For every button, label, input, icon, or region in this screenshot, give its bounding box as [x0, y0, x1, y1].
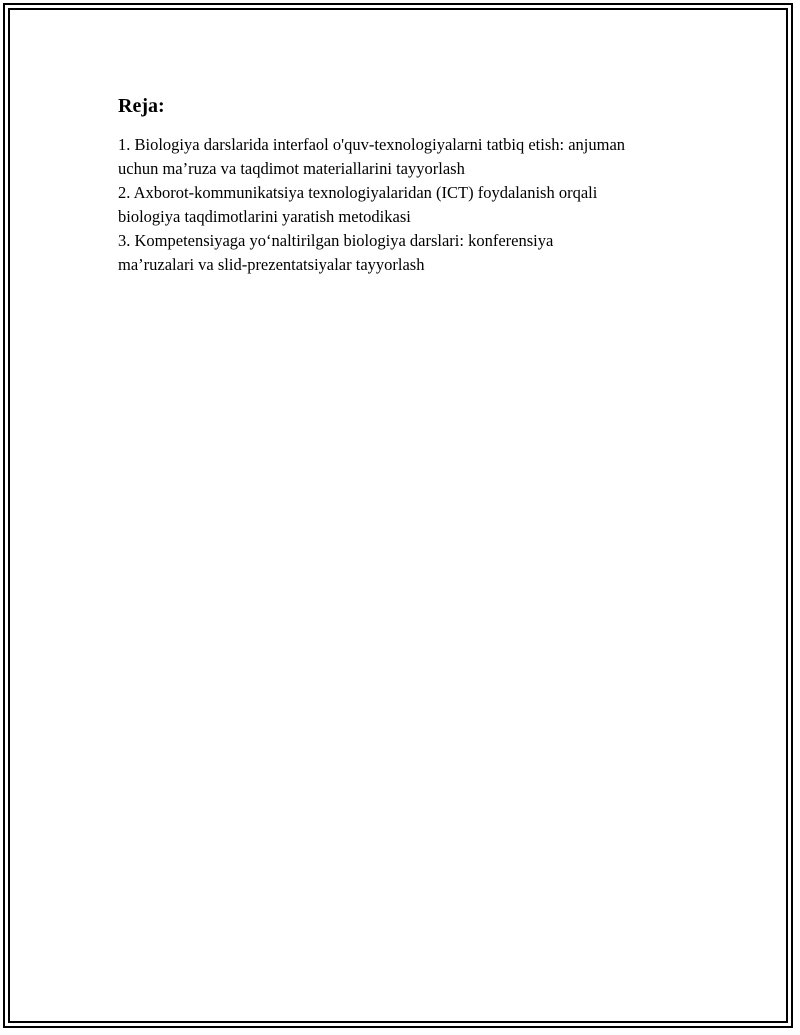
plan-item-1 [118, 133, 718, 181]
plan-item-3-line-2: ma’ruzalari va slid-prezentatsiyalar tayyorlash [118, 255, 425, 274]
plan-heading: Reja: [118, 95, 165, 117]
document-body [118, 93, 718, 277]
plan-item-1-line-2: uchun ma’ruza va taqdimot materiallarini tayyorlash [118, 159, 465, 178]
plan-item-2-line-1: 2. Axborot-kommunikatsiya texnologiyalaridan (ICT) foydalanish orqali [118, 183, 598, 202]
plan-item-1-line-1: 1. Biologiya darslarida interfaol o'quv-texnologiyalarni tatbiq etish: anjuman [118, 135, 626, 154]
plan-item-3-line-1: 3. Kompetensiyaga yo‘naltirilgan biologiya darslari: konferensiya [118, 231, 554, 250]
plan-list [118, 133, 718, 277]
plan-item-2 [118, 181, 718, 229]
plan-item-2-line-2: biologiya taqdimotlarini yaratish metodikasi [118, 207, 411, 226]
plan-item-3 [118, 229, 718, 277]
